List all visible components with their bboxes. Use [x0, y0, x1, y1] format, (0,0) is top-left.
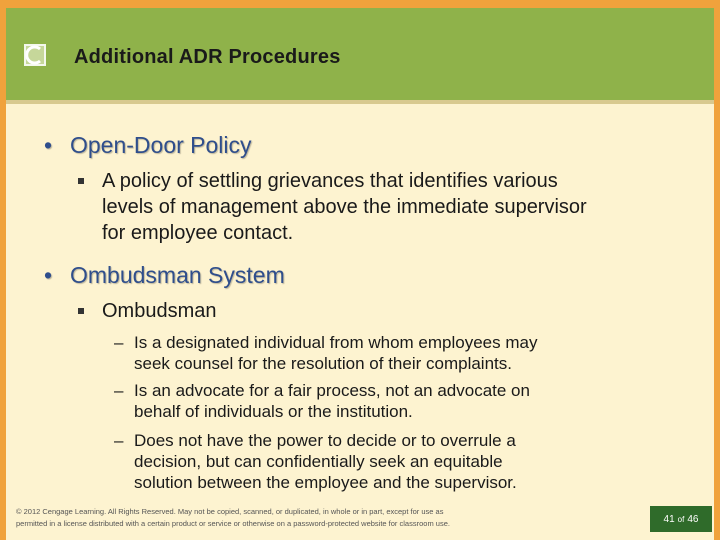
ombudsman-label [102, 298, 702, 324]
text-line: behalf of individuals or the institution. [134, 402, 413, 421]
text-line: A policy of settling grievances that identifies various [102, 170, 558, 192]
ombudsman-point-2 [114, 380, 694, 422]
page-current: 41 [663, 513, 675, 525]
text-line: solution between the employee and the supervisor. [134, 473, 517, 492]
page-total: 46 [687, 513, 699, 525]
text-line: seek counsel for the resolution of their complaints. [134, 354, 512, 373]
bullet-dot-icon: • [44, 262, 53, 288]
text-line: Is a designated individual from whom employees may [134, 333, 538, 352]
bullet-heading: Open-Door Policy [70, 132, 252, 158]
text-line: Is an advocate for a fair process, not an advocate on [134, 381, 530, 400]
open-door-description [102, 168, 702, 246]
copyright-line: permitted in a license distributed with a certain product or service or otherwise on a password-protected website for classroom use. [16, 519, 450, 528]
bullet-open-door-policy [44, 132, 252, 159]
copyright-line: © 2012 Cengage Learning. All Rights Reserved. May not be copied, scanned, or duplicated, in whole or in part, except for use as [16, 507, 444, 516]
ombudsman-point-1 [114, 332, 694, 374]
slide-title: Additional ADR Procedures [74, 46, 341, 68]
dash-bullet-icon: – [114, 431, 124, 450]
text-line: decision, but can confidentially seek an equitable [134, 452, 503, 471]
header-divider [6, 100, 714, 104]
text-line: for employee contact. [102, 222, 294, 244]
square-bullet-icon [78, 178, 84, 184]
frame-top [0, 0, 720, 8]
bullet-dot-icon: • [44, 132, 53, 158]
copyright-notice [16, 506, 576, 530]
square-bullet-icon [78, 308, 84, 314]
dash-bullet-icon: – [114, 333, 124, 352]
slide-logo-icon [24, 44, 46, 66]
frame-right [714, 0, 720, 540]
page-of: of [677, 514, 685, 524]
bullet-ombudsman-system [44, 262, 285, 289]
text-line: Ombudsman [102, 300, 217, 322]
text-line: Does not have the power to decide or to overrule a [134, 431, 516, 450]
page-number-badge [650, 506, 712, 532]
text-line: levels of management above the immediate supervisor [102, 196, 587, 218]
bullet-heading: Ombudsman System [70, 262, 285, 288]
ombudsman-point-3 [114, 430, 694, 493]
dash-bullet-icon: – [114, 381, 124, 400]
